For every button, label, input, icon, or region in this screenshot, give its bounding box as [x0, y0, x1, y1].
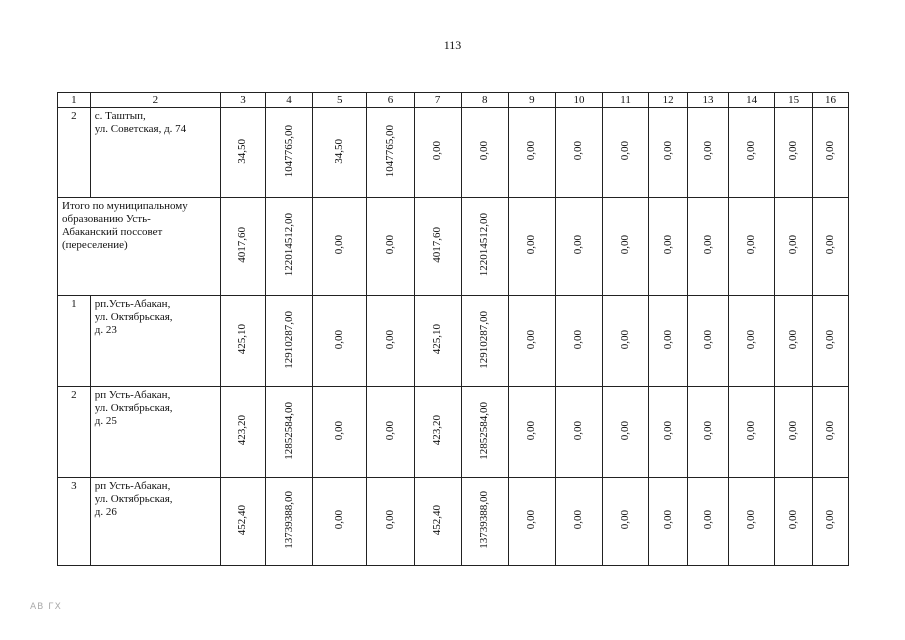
value-cell-col-6	[367, 108, 414, 198]
value-text: 0,00	[824, 141, 837, 161]
value-cell-col-5	[313, 108, 367, 198]
value-text: 0,00	[572, 329, 585, 350]
value-cell-col-13	[688, 108, 729, 198]
value-text: 0,00	[661, 141, 674, 161]
value-text: 0,00	[661, 235, 674, 255]
value-cell-col-16	[813, 478, 849, 566]
value-text: 0,00	[525, 235, 538, 255]
value-cell-col-11	[603, 296, 649, 387]
value-cell-col-8	[461, 198, 508, 296]
value-text: 0,00	[572, 141, 585, 161]
total-label-line: Итого по муниципальному	[62, 200, 188, 212]
value-cell-col-5	[313, 478, 367, 566]
address-line: д. 25	[94, 415, 117, 427]
value-text: 423,20	[431, 415, 444, 446]
value-cell-col-5	[313, 296, 367, 387]
value-cell-col-3	[220, 387, 265, 478]
value-text: 452,40	[431, 504, 444, 536]
value-cell-col-9	[508, 108, 555, 198]
value-cell-col-3	[220, 478, 265, 566]
data-table	[57, 92, 849, 566]
value-cell-col-10	[555, 387, 602, 478]
value-cell-col-4	[265, 296, 312, 387]
total-label-line: Абаканский поссовет	[62, 226, 163, 238]
value-cell-col-8	[461, 478, 508, 566]
value-cell-col-12	[649, 478, 688, 566]
value-text: 1047765,00	[282, 124, 295, 178]
value-text: 0,00	[745, 329, 758, 350]
value-cell-col-8	[461, 108, 508, 198]
address-cell	[90, 387, 220, 478]
value-text: 0,00	[572, 420, 585, 441]
value-cell-col-4	[265, 478, 312, 566]
value-cell-col-7	[414, 387, 461, 478]
value-text: 0,00	[619, 420, 632, 441]
value-cell-col-3	[220, 108, 265, 198]
value-text: 0,00	[383, 329, 396, 350]
value-text: 0,00	[701, 510, 714, 530]
value-text: 0,00	[824, 329, 837, 350]
address-line: ул. Советская, д. 74	[94, 123, 187, 135]
row-number-cell: 2	[58, 387, 91, 478]
address-cell	[90, 478, 220, 566]
table-row	[58, 296, 849, 387]
value-text: 0,00	[824, 510, 837, 530]
value-text: 0,00	[701, 235, 714, 255]
value-cell-col-5	[313, 387, 367, 478]
value-text: 0,00	[333, 235, 346, 255]
value-cell-col-8	[461, 387, 508, 478]
value-cell-col-5	[313, 198, 367, 296]
column-header-10: 10	[555, 93, 602, 108]
value-text: 0,00	[787, 329, 800, 350]
value-text: 122014512,00	[478, 213, 491, 277]
value-text: 0,00	[701, 141, 714, 161]
value-cell-col-7	[414, 296, 461, 387]
value-text: 0,00	[701, 329, 714, 350]
column-header-3: 3	[220, 93, 265, 108]
value-cell-col-16	[813, 296, 849, 387]
value-text: 0,00	[745, 510, 758, 530]
value-cell-col-7	[414, 198, 461, 296]
value-cell-col-10	[555, 108, 602, 198]
value-cell-col-7	[414, 108, 461, 198]
value-cell-col-10	[555, 478, 602, 566]
value-text: 13739388,00	[478, 491, 491, 549]
value-cell-col-13	[688, 296, 729, 387]
address-line: ул. Октябрьская,	[94, 493, 173, 505]
value-text: 0,00	[383, 420, 396, 441]
value-cell-col-15	[775, 296, 813, 387]
value-cell-col-11	[603, 478, 649, 566]
column-header-16: 16	[813, 93, 849, 108]
table-row	[58, 108, 849, 198]
value-text: 0,00	[787, 420, 800, 441]
value-text: 0,00	[824, 235, 837, 255]
address-line: рп Усть-Абакан,	[94, 480, 171, 492]
column-header-8: 8	[461, 93, 508, 108]
value-cell-col-15	[775, 108, 813, 198]
value-text: 425,10	[236, 324, 249, 355]
value-cell-col-16	[813, 387, 849, 478]
value-text: 452,40	[236, 504, 249, 536]
value-text: 0,00	[745, 141, 758, 161]
value-cell-col-6	[367, 478, 414, 566]
value-text: 0,00	[525, 420, 538, 441]
value-text: 425,10	[431, 324, 444, 355]
value-cell-col-4	[265, 198, 312, 296]
scan-mark: АВ ГХ	[30, 602, 62, 612]
value-cell-col-12	[649, 387, 688, 478]
value-text: 0,00	[478, 141, 491, 161]
value-text: 0,00	[787, 235, 800, 255]
value-cell-col-10	[555, 198, 602, 296]
value-cell-col-12	[649, 108, 688, 198]
total-label-cell	[58, 198, 221, 296]
value-cell-col-14	[729, 108, 775, 198]
column-header-14: 14	[729, 93, 775, 108]
value-cell-col-3	[220, 198, 265, 296]
column-number-row	[58, 93, 849, 108]
page-number: 113	[443, 38, 462, 52]
value-text: 0,00	[661, 510, 674, 530]
value-cell-col-11	[603, 387, 649, 478]
value-cell-col-9	[508, 478, 555, 566]
value-cell-col-6	[367, 296, 414, 387]
value-text: 0,00	[333, 420, 346, 441]
column-header-11: 11	[603, 93, 649, 108]
value-text: 0,00	[619, 510, 632, 530]
value-cell-col-12	[649, 198, 688, 296]
value-text: 34,50	[333, 138, 346, 164]
value-text: 0,00	[619, 235, 632, 255]
value-cell-col-4	[265, 387, 312, 478]
value-cell-col-4	[265, 108, 312, 198]
total-label-line: (переселение)	[62, 239, 128, 251]
value-text: 0,00	[383, 235, 396, 255]
column-header-1: 1	[58, 93, 91, 108]
value-text: 0,00	[572, 510, 585, 530]
value-text: 423,20	[236, 415, 249, 446]
value-text: 0,00	[619, 329, 632, 350]
value-text: 12852584,00	[282, 401, 295, 460]
column-header-2: 2	[90, 93, 220, 108]
value-cell-col-11	[603, 108, 649, 198]
value-text: 0,00	[824, 420, 837, 441]
value-cell-col-8	[461, 296, 508, 387]
value-text: 0,00	[333, 329, 346, 350]
value-text: 4017,60	[236, 227, 249, 263]
value-cell-col-11	[603, 198, 649, 296]
value-text: 1047765,00	[383, 124, 396, 178]
value-text: 0,00	[745, 420, 758, 441]
column-header-13: 13	[688, 93, 729, 108]
value-cell-col-9	[508, 387, 555, 478]
address-line: с. Таштып,	[94, 110, 146, 122]
value-cell-col-10	[555, 296, 602, 387]
value-cell-col-15	[775, 198, 813, 296]
value-cell-col-9	[508, 296, 555, 387]
value-cell-col-14	[729, 478, 775, 566]
value-cell-col-12	[649, 296, 688, 387]
value-cell-col-7	[414, 478, 461, 566]
column-header-7: 7	[414, 93, 461, 108]
value-text: 0,00	[525, 141, 538, 161]
address-line: рп Усть-Абакан,	[94, 389, 171, 401]
value-text: 12910287,00	[478, 310, 491, 369]
column-header-12: 12	[649, 93, 688, 108]
address-line: ул. Октябрьская,	[94, 311, 173, 323]
column-header-5: 5	[313, 93, 367, 108]
value-cell-col-15	[775, 478, 813, 566]
value-text: 0,00	[525, 510, 538, 530]
total-label-line: образованию Усть-	[62, 213, 151, 225]
value-cell-col-16	[813, 108, 849, 198]
value-text: 0,00	[787, 510, 800, 530]
column-header-15: 15	[775, 93, 813, 108]
value-text: 12852584,00	[478, 401, 491, 460]
value-text: 0,00	[619, 141, 632, 161]
value-text: 4017,60	[431, 227, 444, 263]
value-cell-col-6	[367, 387, 414, 478]
value-cell-col-3	[220, 296, 265, 387]
table-row	[58, 198, 849, 296]
value-cell-col-14	[729, 296, 775, 387]
row-number-cell: 3	[58, 478, 91, 566]
column-header-9: 9	[508, 93, 555, 108]
value-text: 0,00	[701, 420, 714, 441]
table-row	[58, 387, 849, 478]
value-text: 0,00	[661, 420, 674, 441]
address-line: ул. Октябрьская,	[94, 402, 173, 414]
value-cell-col-14	[729, 387, 775, 478]
value-cell-col-14	[729, 198, 775, 296]
value-text: 0,00	[745, 235, 758, 255]
value-cell-col-16	[813, 198, 849, 296]
value-text: 12910287,00	[282, 310, 295, 369]
value-text: 0,00	[431, 141, 444, 161]
value-text: 0,00	[525, 329, 538, 350]
value-text: 0,00	[661, 329, 674, 350]
value-cell-col-13	[688, 478, 729, 566]
row-number-cell: 2	[58, 108, 91, 198]
value-text: 0,00	[333, 510, 346, 530]
value-cell-col-13	[688, 387, 729, 478]
value-text: 122014512,00	[282, 213, 295, 277]
value-text: 0,00	[572, 235, 585, 255]
column-header-6: 6	[367, 93, 414, 108]
value-cell-col-13	[688, 198, 729, 296]
address-line: рп.Усть-Абакан,	[94, 298, 171, 310]
address-cell	[90, 296, 220, 387]
column-header-4: 4	[265, 93, 312, 108]
table-row	[58, 478, 849, 566]
address-cell	[90, 108, 220, 198]
value-text: 13739388,00	[282, 491, 295, 549]
value-text: 0,00	[787, 141, 800, 161]
value-cell-col-9	[508, 198, 555, 296]
address-line: д. 23	[94, 324, 117, 336]
row-number-cell: 1	[58, 296, 91, 387]
address-line: д. 26	[94, 506, 117, 518]
value-cell-col-6	[367, 198, 414, 296]
value-text: 34,50	[236, 138, 249, 164]
value-text: 0,00	[383, 510, 396, 530]
value-cell-col-15	[775, 387, 813, 478]
